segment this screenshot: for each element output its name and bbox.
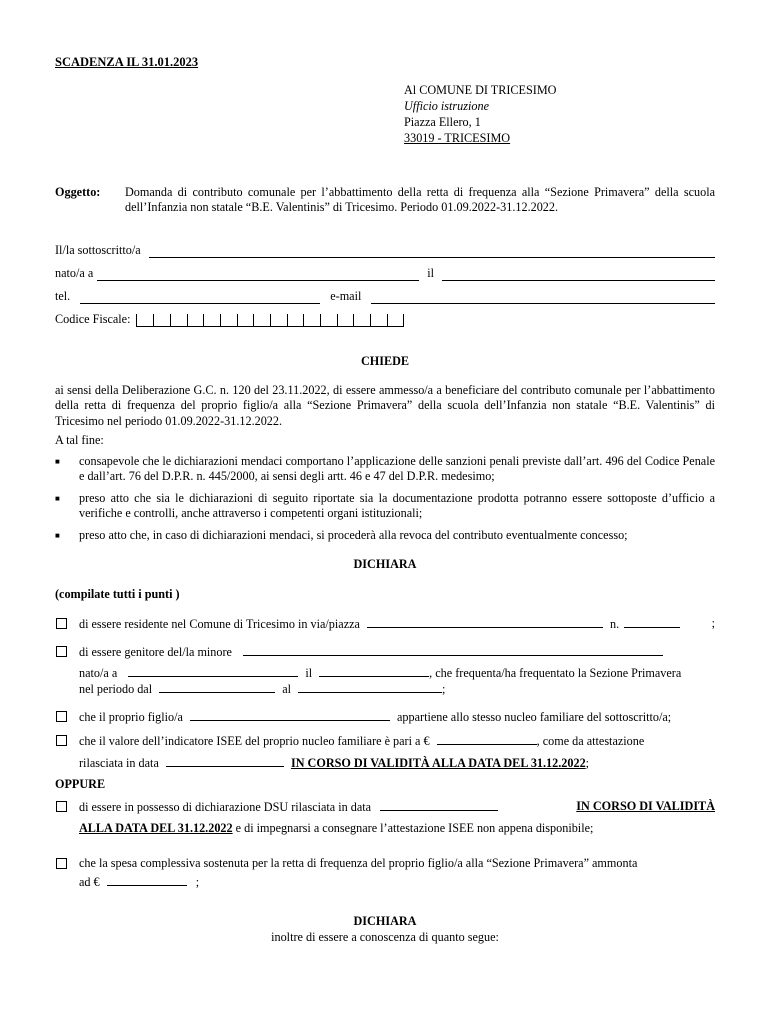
expense-amount-row: ad € ; xyxy=(79,875,200,889)
email-input[interactable] xyxy=(371,291,715,304)
expense-amount-input[interactable] xyxy=(107,874,187,886)
birthdate-input[interactable] xyxy=(442,268,715,281)
bullet-icon: ■ xyxy=(55,494,60,503)
bullet-icon: ■ xyxy=(55,531,60,540)
minor-birthplace-input[interactable] xyxy=(128,665,298,677)
birthplace-input[interactable] xyxy=(97,268,419,281)
requests-intro: ai sensi della Deliberazione G.C. n. 120 del 23.11.2022, di essere ammesso/a a beneficiare del contributo comunale per l’abbattimento della retta di frequenza del proprio figlio/a alla “Sezione Primavera” della scuola dell’Infanzia non statale “B.E. Valentinis” di Tricesimo nel periodo 01.09.2022-31.12.2022. xyxy=(55,383,715,428)
address-street: Piazza Ellero, 1 xyxy=(404,115,481,129)
dsu-date-input[interactable] xyxy=(380,799,498,811)
requests-heading: CHIEDE xyxy=(360,354,410,368)
checkbox-item-dsu: di essere in possesso di dichiarazione DSU rilasciata in data IN CORSO DI VALIDITÀ xyxy=(55,799,715,815)
signer-label: Il/la sottoscritto/a xyxy=(55,243,141,257)
checkbox-expense[interactable] xyxy=(56,858,67,869)
or-label: OPPURE xyxy=(55,777,106,791)
declares2-subtitle: inoltre di essere a conoscenza di quanto segue: xyxy=(271,930,499,944)
isee-issued-row: rilasciata in data IN CORSO DI VALIDITÀ ALLA DATA DEL 31.12.2022; xyxy=(79,756,590,770)
bullet-item: ■ consapevole che le dichiarazioni mendaci comportano l’applicazione delle sanzioni penali previste dall’art. 496 del Codice Penale e dall’art. 76 del D.P.R. n. 445/2000, ai sensi degli artt. 46 e 47 del D.P.R. medesimo; xyxy=(55,454,715,484)
checkbox-item-expense: che la spesa complessiva sostenuta per la retta di frequenza del proprio figlio/a alla “Sezione Primavera” ammonta xyxy=(55,856,715,871)
child-name-input[interactable] xyxy=(190,709,390,721)
fiscal-code-row xyxy=(55,312,715,327)
email-label: e-mail xyxy=(330,289,362,303)
isee-date-input[interactable] xyxy=(166,755,284,767)
checkbox-dsu[interactable] xyxy=(56,801,67,812)
minor-name-input[interactable] xyxy=(243,644,663,656)
subject-text: Domanda di contributo comunale per l’abbattimento della retta di frequenza alla “Sezione Primavera” della scuola dell’Infanzia non statale “B.E. Valentinis” di Tricesimo. Periodo 01.09.2022-31.12.2022. xyxy=(125,185,715,215)
checkbox-household[interactable] xyxy=(56,711,67,722)
checkbox-isee[interactable] xyxy=(56,735,67,746)
deadline: SCADENZA IL 31.01.2023 xyxy=(55,55,199,69)
recipient-address xyxy=(404,83,556,147)
minor-details: nato/a a il , che frequenta/ha frequentato la Sezione Primavera nel periodo dal al ; xyxy=(79,666,682,697)
signer-input[interactable] xyxy=(149,245,715,258)
fiscal-code-label: Codice Fiscale: xyxy=(55,312,131,326)
street-number-input[interactable] xyxy=(624,616,680,628)
signer-row xyxy=(55,243,715,258)
period-from-input[interactable] xyxy=(159,681,275,693)
address-office: Ufficio istruzione xyxy=(404,99,489,113)
address-city: 33019 - TRICESIMO xyxy=(404,131,511,145)
period-to-input[interactable] xyxy=(298,681,442,693)
address-line: Al COMUNE DI TRICESIMO xyxy=(404,83,557,97)
checkbox-item-household: che il proprio figlio/a appartiene allo stesso nucleo familiare del sottoscritto/a; xyxy=(55,709,715,725)
tel-label: tel. xyxy=(55,289,71,303)
bullet-icon: ■ xyxy=(55,457,60,466)
purpose-label: A tal fine: xyxy=(55,433,104,447)
declares-heading: DICHIARA xyxy=(353,557,417,571)
birth-row xyxy=(55,266,715,281)
born-label: nato/a a xyxy=(55,266,94,280)
declares2-heading: DICHIARA xyxy=(353,914,417,928)
street-input[interactable] xyxy=(367,616,603,628)
isee-value-input[interactable] xyxy=(437,733,537,745)
minor-birthdate-input[interactable] xyxy=(319,665,429,677)
bullet-item: ■ preso atto che sia le dichiarazioni di seguito riportate sia la documentazione prodotta potranno essere sottoposte d’ufficio a verifiche e controlli, anche attraverso i competenti organi istituzionali; xyxy=(55,491,715,521)
dsu-commitment: ALLA DATA DEL 31.12.2022 e di impegnarsi a consegnare l’attestazione ISEE non appena disponibile; xyxy=(79,821,594,835)
fiscal-code-input[interactable] xyxy=(136,314,404,327)
checkbox-parent[interactable] xyxy=(56,646,67,657)
checkbox-item-isee: che il valore dell’indicatore ISEE del proprio nucleo familiare è pari a € , come da attestazione xyxy=(55,733,715,749)
bullet-item: ■ preso atto che, in caso di dichiarazioni mendaci, si procederà alla revoca del contributo eventualmente concesso; xyxy=(55,528,628,542)
subject-label: Oggetto: xyxy=(55,185,101,199)
checkbox-residence[interactable] xyxy=(56,618,67,629)
date-label: il xyxy=(427,266,435,280)
tel-input[interactable] xyxy=(80,291,320,304)
declares-note: (compilate tutti i punti ) xyxy=(55,587,180,601)
checkbox-item-residence: di essere residente nel Comune di Tricesimo in via/piazza n. ; xyxy=(55,616,715,632)
checkbox-item-parent: di essere genitore del/la minore xyxy=(55,644,715,660)
contact-row xyxy=(55,289,715,304)
